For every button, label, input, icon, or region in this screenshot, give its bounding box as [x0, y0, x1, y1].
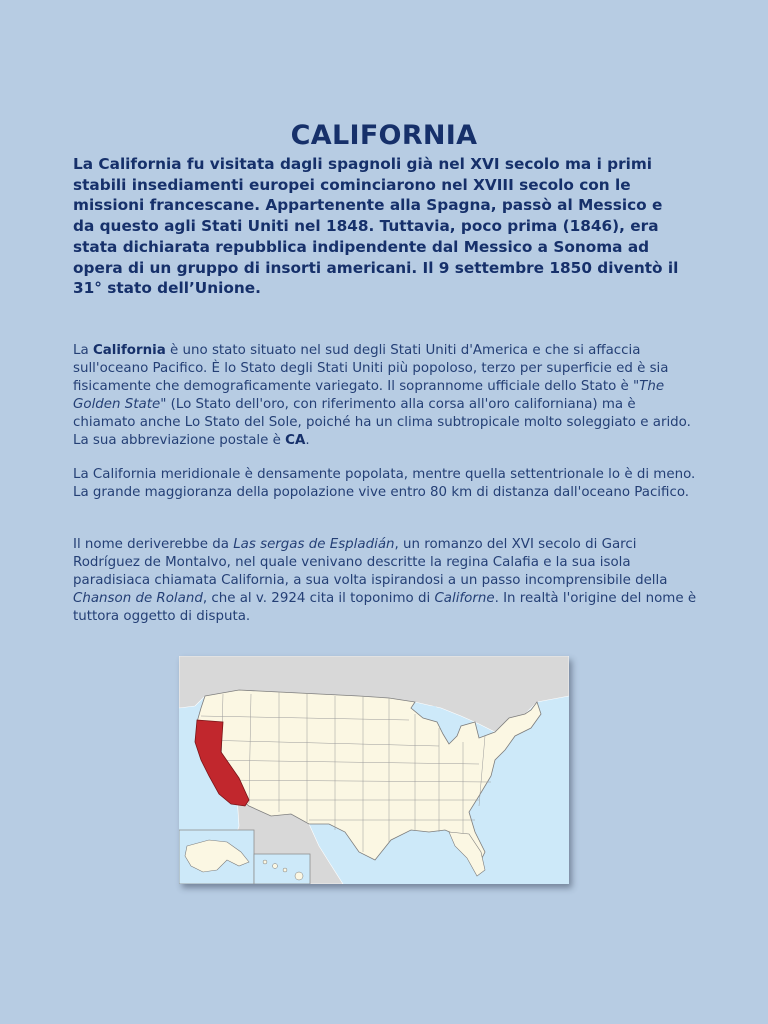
- text-run: . In realtà l'origine del nome è tuttora oggetto di disputa.: [73, 591, 697, 624]
- intro-paragraph: La California fu visitata dagli spagnoli già nel XVI secolo ma i primi stabili insediamenti europei cominciarono nel XVIII secolo con le missioni francescane. Appartenente alla Spagna, passò al Messico e da questo agli Stati Uniti nel 1848. Tuttavia, poco prima (1846), era stata dichiarata repubblica indipendente dal Messico a Sonoma ad opera di un gruppo di insorti americani. Il 9 settembre 1850 diventò il 31° stato dell’Unione.: [73, 155, 679, 298]
- text-run: , un romanzo del XVI secolo di Garci Rodríguez de Montalvo, nel quale venivano descritte la regina Calafia e la sua isola paradisiaca chiamata California, a sua volta ispirandosi a un passo incomprensibile della: [73, 537, 668, 588]
- body-paragraph-2: La California meridionale è densamente popolata, mentre quella settentrionale lo è di meno. La grande maggioranza della popolazione vive entro 80 km di distanza dall'oceano Pacifico.: [73, 467, 696, 500]
- page-title: CALIFORNIA: [290, 120, 478, 151]
- text-run: , che al v. 2924 cita il toponimo di: [202, 591, 435, 606]
- usa-map-image: [179, 656, 569, 884]
- text-run: " (Lo Stato dell'oro, con riferimento alla corsa all'oro californiana) ma è chiamato anche Lo Stato del Sole, poiché ha un clima subtropicale molto soleggiato e arido. La sua abbreviazione postale è: [73, 397, 691, 448]
- bold-text: CA: [285, 433, 306, 448]
- hawaii-inset: [254, 854, 310, 884]
- italic-text: Californe: [434, 591, 495, 606]
- usa-map: [179, 656, 569, 884]
- italic-text: The Golden State: [73, 379, 665, 412]
- text-run: .: [305, 433, 310, 448]
- italic-text: Chanson de Roland: [73, 591, 203, 606]
- text-run: è uno stato situato nel sud degli Stati Uniti d'America e che si affaccia sull'oceano Pacifico. È lo Stato degli Stati Uniti più popoloso, terzo per superficie ed è sia fisicamente che demograficamente variegato. Il soprannome ufficiale dello Stato è ": [73, 343, 669, 394]
- body-paragraph-1: [73, 342, 699, 450]
- text-run: Il nome deriverebbe da: [73, 537, 234, 552]
- bold-text: California: [92, 343, 166, 358]
- body-paragraph-3: [73, 536, 699, 626]
- text-run: La: [73, 343, 93, 358]
- italic-text: Las sergas de Espladián: [233, 537, 395, 552]
